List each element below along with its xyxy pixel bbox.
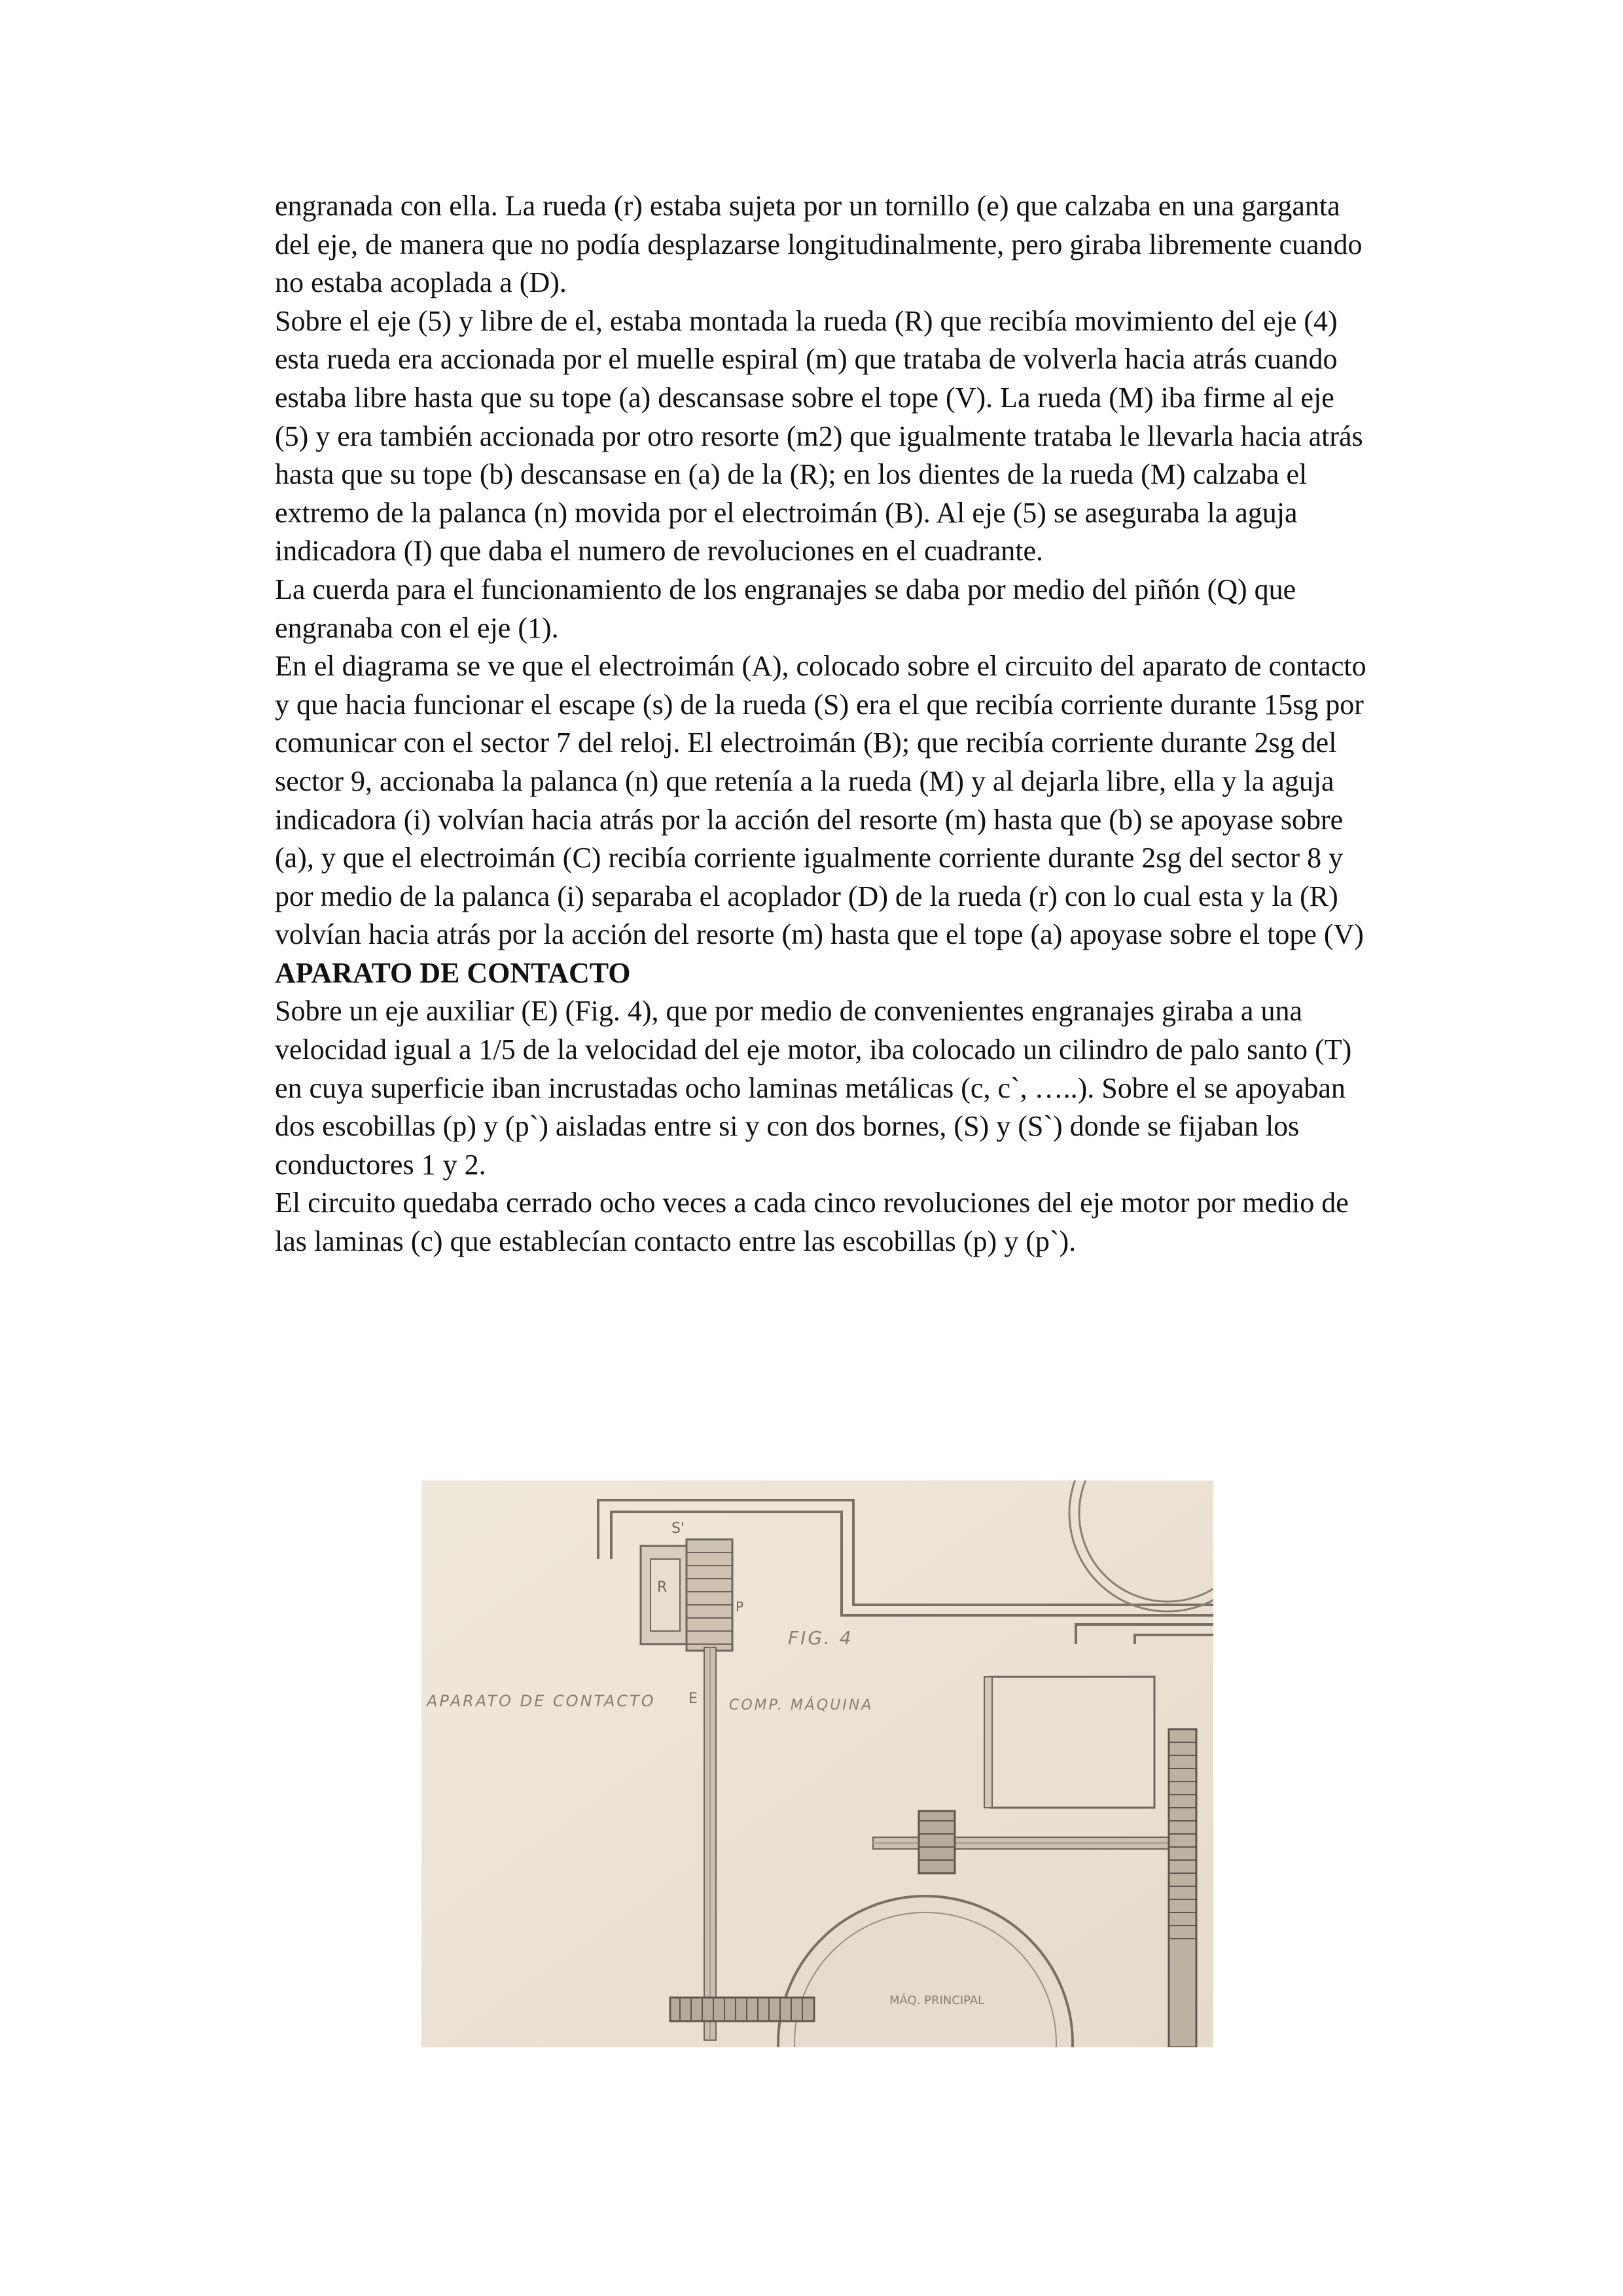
vertical-gear bbox=[1169, 1729, 1196, 2047]
paragraph: El circuito quedaba cerrado ocho veces a cada cinco revoluciones del eje motor por medio de las laminas (c) que establecían contacto entre las escobillas (p) y (p`). bbox=[275, 1187, 1349, 1258]
horizontal-gear bbox=[670, 1998, 814, 2021]
label-r: R bbox=[657, 1579, 668, 1596]
paragraph: Sobre un eje auxiliar (E) (Fig. 4), que por medio de convenientes engranajes giraba a una velocidad igual a 1/5 de la velocidad del eje motor, iba colocado un cilindro de palo santo (T) en cuya superficie iban incrustadas ocho laminas metálicas (c, c`, …..). Sobre el se apoyaban dos escobillas (p) y (p`) aisladas entre si y con dos bornes, (S) y (S`) donde se fijaban los conductores 1 y 2. bbox=[275, 995, 1352, 1181]
figure-4-drawing bbox=[421, 1480, 1213, 2047]
shaft-e bbox=[704, 1647, 716, 2040]
section-heading: APARATO DE CONTACTO bbox=[275, 956, 631, 989]
paragraph: La cuerda para el funcionamiento de los engranajes se daba por medio del piñón (Q) que engranaba con el eje (1). bbox=[275, 573, 1296, 644]
label-contact-apparatus: APARATO DE CONTACTO bbox=[427, 1692, 656, 1710]
body-text bbox=[275, 187, 1374, 1261]
figure-label: FIG. 4 bbox=[788, 1627, 853, 1649]
paragraph: engranada con ella. La rueda (r) estaba sujeta por un tornillo (e) que calzaba en una garganta del eje, de manera que no podía desplazarse longitudinalmente, pero giraba libremente cuando no estaba acoplada a (D). bbox=[275, 190, 1363, 299]
label-machine: MÁQ. PRINCIPAL bbox=[889, 1994, 985, 2007]
alternator bbox=[984, 1677, 1154, 1808]
label-comp-maquina: COMP. MÁQUINA bbox=[729, 1697, 874, 1713]
paragraph: Sobre el eje (5) y libre de el, estaba montada la rueda (R) que recibía movimiento del eje (4) esta rueda era accionada por el muelle espiral (m) que trataba de volverla hacia atrás cuando estaba libre hasta que su tope (a) descansase sobre el tope (V). La rueda (M) iba firme al eje (5) y era también accionada por otro resorte (m2) que igualmente trataba le llevarla hacia atrás hasta que su tope (b) descansase en (a) de la (R); en los dientes de la rueda (M) calzaba el extremo de la palanca (n) movida por el electroimán (B). Al eje (5) se aseguraba la aguja indicadora (I) que daba el numero de revoluciones en el cuadrante. bbox=[275, 304, 1363, 567]
label-s-prime: S' bbox=[671, 1520, 685, 1537]
paragraph: En el diagrama se ve que el electroimán (A), colocado sobre el circuito del aparato de contacto y que hacia funcionar el escape (s) de la rueda (S) era el que recibía corriente durante 15sg por comunicar con el sector 7 del reloj. El electroimán (B); que recibía corriente durante 2sg del sector 9, accionaba la palanca (n) que retenía a la rueda (M) y al dejarla libre, ella y la aguja indicadora (i) volvían hacia atrás por la acción del resorte (m) hasta que (b) se apoyase sobre (a), y que el electroimán (C) recibía corriente igualmente corriente durante 2sg del sector 8 y por medio de la palanca (i) separaba el acoplador (D) de la rueda (r) con lo cual esta y la (R) volvían hacia atrás por la acción del resorte (m) hasta que el tope (a) apoyase sobre el tope (V) bbox=[275, 650, 1366, 951]
technical-drawing bbox=[421, 1480, 1213, 2047]
label-shaft-e: E bbox=[688, 1691, 698, 1707]
pinion-gear bbox=[919, 1811, 955, 1873]
label-p: P bbox=[736, 1599, 744, 1615]
